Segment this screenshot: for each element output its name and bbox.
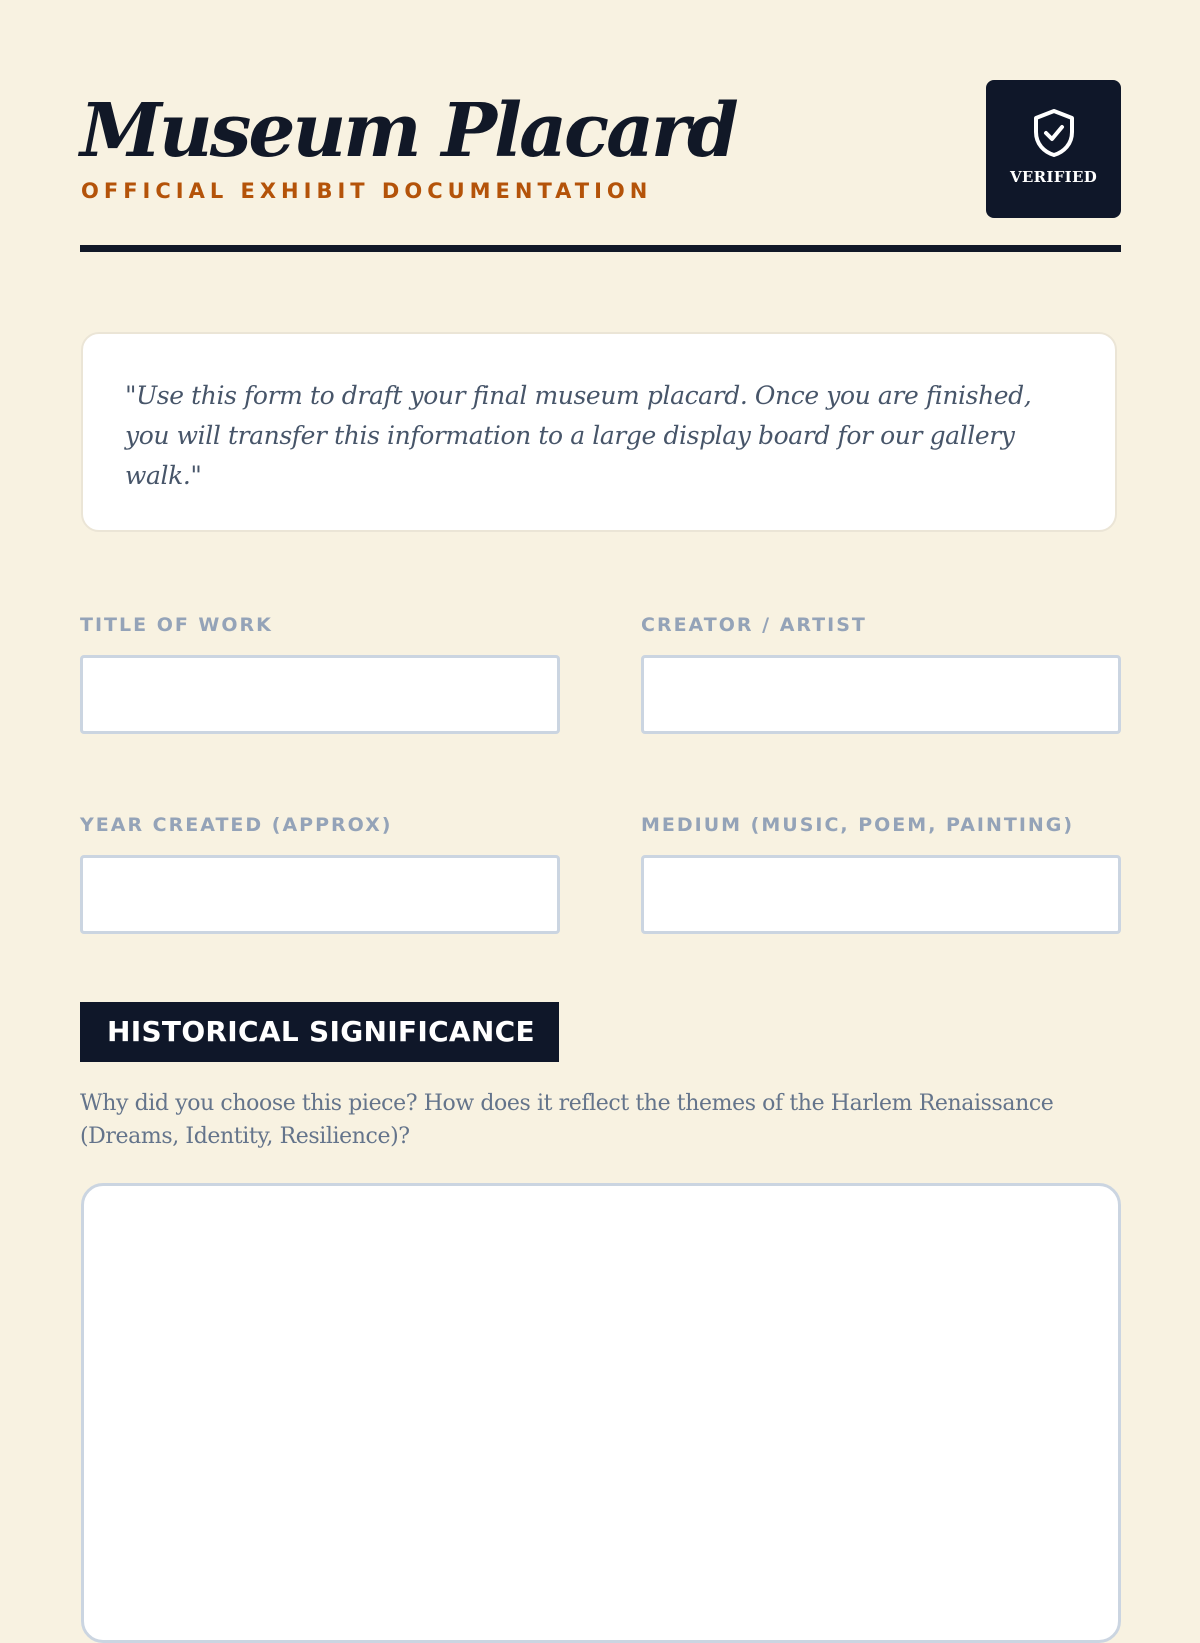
medium-input[interactable] bbox=[641, 855, 1121, 934]
creator-artist-input[interactable] bbox=[641, 655, 1121, 734]
page-title: Museum Placard bbox=[80, 88, 736, 174]
page-subtitle: OFFICIAL EXHIBIT DOCUMENTATION bbox=[81, 179, 653, 203]
historical-significance-heading bbox=[80, 1002, 559, 1062]
instructions-quote: "Use this form to draft your final museum placard. Once you are finished, you will transfer this information to a large display board for our gallery walk." bbox=[125, 381, 1032, 490]
badge-label: VERIFIED bbox=[1009, 168, 1098, 186]
year-created-label: YEAR CREATED (APPROX) bbox=[80, 814, 393, 836]
historical-significance-textarea[interactable] bbox=[81, 1183, 1121, 1643]
shield-check-icon bbox=[1030, 108, 1078, 158]
instructions-card bbox=[81, 332, 1117, 532]
verified-badge bbox=[986, 80, 1121, 218]
header-divider bbox=[80, 245, 1121, 252]
year-created-input[interactable] bbox=[80, 855, 560, 934]
historical-significance-prompt: Why did you choose this piece? How does it reflect the themes of the Harlem Renaissance (Dreams, Identity, Resilience)? bbox=[80, 1091, 1054, 1149]
medium-label: MEDIUM (MUSIC, POEM, PAINTING) bbox=[641, 814, 1075, 836]
page-header bbox=[80, 80, 1121, 251]
creator-artist-label: CREATOR / ARTIST bbox=[641, 614, 867, 636]
title-of-work-label: TITLE OF WORK bbox=[80, 614, 273, 636]
section-heading-text: HISTORICAL SIGNIFICANCE bbox=[107, 1015, 535, 1048]
title-of-work-input[interactable] bbox=[80, 655, 560, 734]
